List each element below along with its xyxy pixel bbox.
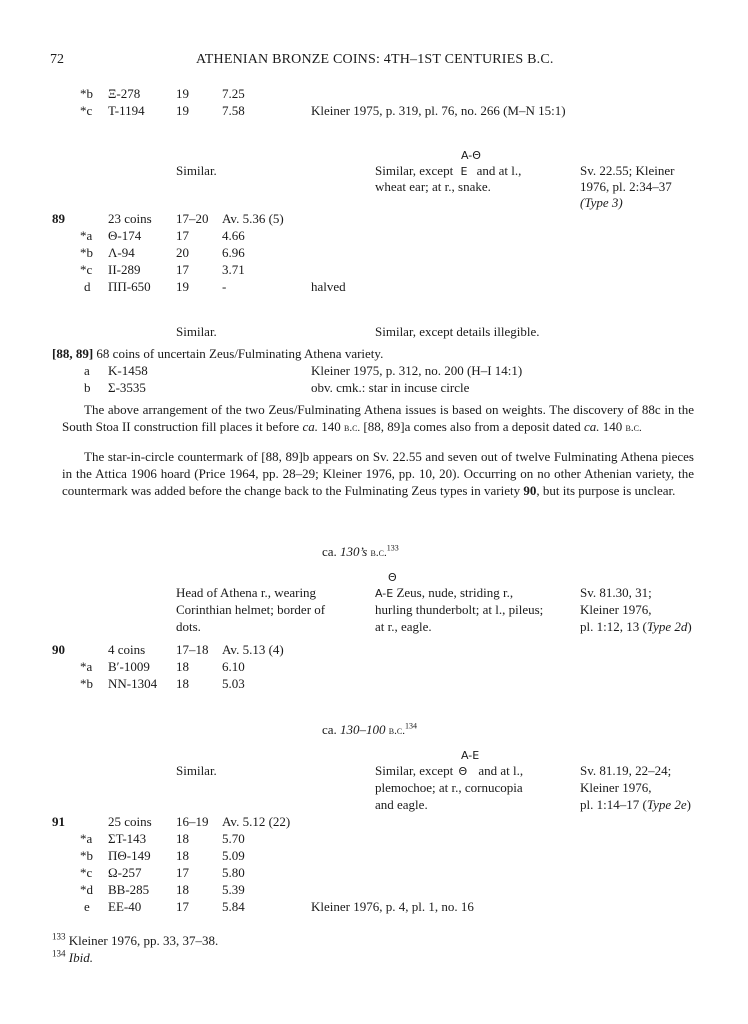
row-id: Σ-3535	[108, 380, 146, 395]
row-weight: 3.71	[222, 262, 245, 277]
row-weight: 5.70	[222, 831, 245, 846]
monogram-e: E	[460, 165, 468, 178]
row-mark: *c	[80, 262, 93, 277]
date-heading-90: ca. 130’s b.c.$^{133}$	[322, 543, 399, 559]
size-range: 17–18	[176, 642, 209, 657]
average-weight: Av. 5.36 (5)	[222, 211, 284, 226]
reverse-monogram: Θ	[388, 571, 397, 584]
reverse-description-line3: at r., eagle.	[375, 619, 432, 634]
commentary-paragraph-1: The above arrangement of the two Zeus/Fulminating Athena issues is based on weights. The discovery of 88c in the South Stoa II construction fill places it before ca. 140 b.c. [88, 89]a comes also from a deposit dated ca. 140 b.c.	[62, 402, 694, 434]
reference: Sv. 22.55; Kleiner	[580, 163, 675, 178]
reverse-description: Similar, except details illegible.	[375, 324, 540, 339]
row-size: 18	[176, 659, 189, 674]
reverse-description-line3: and eagle.	[375, 797, 428, 812]
row-weight: -	[222, 279, 227, 294]
row-size: 17	[176, 899, 189, 914]
uncertain-heading: [88, 89] 68 coins of uncertain Zeus/Fulminating Athena variety.	[52, 346, 384, 361]
reference-line3: pl. 1:14–17 (Type 2e)	[580, 797, 691, 812]
row-reference: Kleiner 1976, p. 4, pl. 1, no. 16	[311, 899, 474, 914]
date-heading-91: ca. 130–100 b.c.$^{134}$	[322, 721, 417, 737]
coin-count: 23 coins	[108, 211, 152, 226]
reverse-description: A-E Zeus, nude, striding r.,	[375, 585, 514, 600]
row-id: BB-285	[108, 882, 150, 897]
row-id: B′-1009	[108, 659, 150, 674]
row-id: T-1194	[108, 103, 145, 118]
variety-number: 89	[52, 211, 65, 226]
row-size: 18	[176, 882, 189, 897]
row-size: 18	[176, 676, 189, 691]
row-reference: Kleiner 1975, p. 312, no. 200 (H–I 14:1)	[311, 363, 523, 378]
monogram-theta: Θ	[458, 765, 468, 778]
row-weight: 6.10	[222, 659, 245, 674]
reverse-description: Similar, except E and at l.,	[375, 163, 522, 178]
reverse-description-line2: hurling thunderbolt; at l., pileus;	[375, 602, 544, 617]
row-weight: 5.09	[222, 848, 245, 863]
reverse-description-line2: plemochoe; at r., cornucopia	[375, 780, 523, 795]
row-size: 17	[176, 262, 189, 277]
row-id: Ω-257	[108, 865, 142, 880]
row-mark: *c	[80, 103, 93, 118]
monogram-ae: A-E	[375, 587, 394, 600]
coin-count: 4 coins	[108, 642, 146, 657]
obverse-description: Similar.	[176, 324, 217, 339]
coin-count: 25 coins	[108, 814, 152, 829]
row-weight: 5.80	[222, 865, 245, 880]
row-weight: 5.84	[222, 899, 245, 914]
obverse-description-line2: Corinthian helmet; border of	[176, 602, 326, 617]
obverse-description: Head of Athena r., wearing	[176, 585, 317, 600]
reference-line2: 1976, pl. 2:34–37	[580, 179, 672, 194]
row-note: halved	[311, 279, 346, 294]
row-id: ΣT-143	[108, 831, 147, 846]
row-id: Θ-174	[108, 228, 142, 243]
footnote-ref: 133	[386, 543, 399, 553]
row-mark: *c	[80, 865, 93, 880]
type-label: (Type 3)	[580, 195, 623, 210]
row-size: 19	[176, 103, 189, 118]
size-range: 17–20	[176, 211, 209, 226]
row-reference: Kleiner 1975, p. 319, pl. 76, no. 266 (M–N 15:1)	[311, 103, 566, 118]
row-size: 19	[176, 86, 189, 101]
reference-line3: pl. 1:12, 13 (Type 2d)	[580, 619, 692, 634]
reverse-monogram: A-E	[461, 749, 480, 762]
row-mark: *d	[80, 882, 93, 897]
row-mark: *a	[80, 659, 93, 674]
row-id: Ξ-278	[108, 86, 141, 101]
row-weight: 7.25	[222, 86, 245, 101]
row-reference: obv. cmk.: star in incuse circle	[311, 380, 470, 395]
page-number: 72	[50, 52, 64, 67]
reverse-description: Similar, except Θ and at l.,	[375, 763, 524, 778]
row-mark: e	[84, 899, 90, 914]
reverse-description-line2: wheat ear; at r., snake.	[375, 179, 491, 194]
row-mark: *b	[80, 245, 93, 260]
row-id: ΠΘ-149	[108, 848, 151, 863]
row-size: 19	[176, 279, 189, 294]
row-weight: 7.58	[222, 103, 245, 118]
row-mark: *a	[80, 228, 93, 243]
average-weight: Av. 5.13 (4)	[222, 642, 284, 657]
row-mark: *b	[80, 676, 93, 691]
footnote-133: $^{133}$ Kleiner 1976, pp. 33, 37–38.	[52, 931, 219, 948]
size-range: 16–19	[176, 814, 209, 829]
running-header: ATHENIAN BRONZE COINS: 4TH–1ST CENTURIES B.C.	[196, 52, 554, 67]
row-id: NN-1304	[108, 676, 158, 691]
row-id: K-1458	[108, 363, 148, 378]
row-weight: 6.96	[222, 245, 245, 260]
row-weight: 4.66	[222, 228, 245, 243]
row-weight: 5.03	[222, 676, 245, 691]
row-mark: *b	[80, 848, 93, 863]
obverse-description-line3: dots.	[176, 619, 201, 634]
row-id: ΠΠ-650	[108, 279, 151, 294]
variety-number: 90	[52, 642, 65, 657]
row-mark: *a	[80, 831, 93, 846]
reference: Sv. 81.30, 31;	[580, 585, 652, 600]
obverse-description: Similar.	[176, 163, 217, 178]
row-id: Λ-94	[108, 245, 135, 260]
footnote-134: $^{134}$ Ibid.	[52, 948, 93, 965]
row-mark: *b	[80, 86, 93, 101]
reference-line2: Kleiner 1976,	[580, 602, 652, 617]
reverse-monogram: A-Θ	[461, 149, 481, 162]
average-weight: Av. 5.12 (22)	[222, 814, 291, 829]
reference: Sv. 81.19, 22–24;	[580, 763, 672, 778]
commentary-paragraph-2: The star-in-circle countermark of [88, 89]b appears on Sv. 22.55 and seven out of twelve Fulminating Athena pieces in the Attica 1906 hoard (Price 1964, pp. 28–29; Kleiner 1976, pp. 10, 20). Occurring on no other Athenian variety, the countermark was added before the change back to the Fulminating Zeus types in variety 90, but its purpose is unclear.	[62, 449, 694, 498]
reference-line2: Kleiner 1976,	[580, 780, 652, 795]
row-id: EE-40	[108, 899, 142, 914]
row-mark: d	[84, 279, 91, 294]
variety-number: 91	[52, 814, 65, 829]
row-mark: a	[84, 363, 90, 378]
row-size: 17	[176, 865, 189, 880]
row-id: ΙΙ-289	[108, 262, 141, 277]
row-size: 18	[176, 848, 189, 863]
row-size: 17	[176, 228, 189, 243]
row-weight: 5.39	[222, 882, 245, 897]
row-mark: b	[84, 380, 91, 395]
obverse-description: Similar.	[176, 763, 217, 778]
row-size: 20	[176, 245, 189, 260]
footnote-ref: 134	[404, 721, 417, 731]
row-size: 18	[176, 831, 189, 846]
